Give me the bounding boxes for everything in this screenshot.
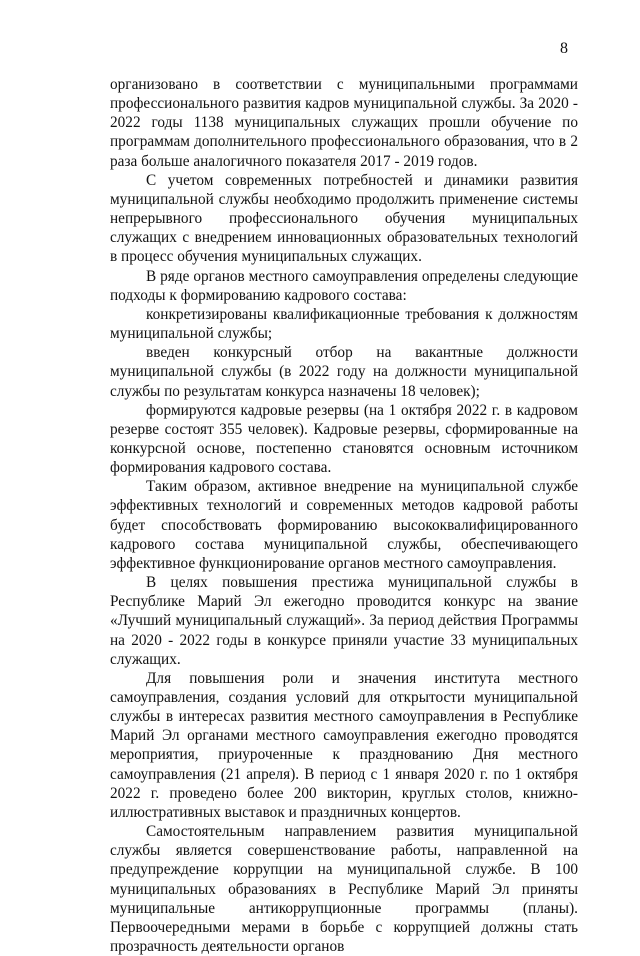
paragraph-best-employee-contest: В целях повышения престижа муниципальной службы в Республике Марий Эл ежегодно проводится конкурс на звание «Лучший муниципальный служащий». За период действия Программы на 2020 - 2022 годы в конкурсе приняли участие 33 муниципальных служащих. xyxy=(110,574,578,668)
paragraph-training-system: С учетом современных потребностей и динамики развития муниципальной службы необходимо продолжить применение системы непрерывного профессионального обучения муниципальных служащих с внедрением инновационных образовательных технологий в процесс обучения муниципальных служащих. xyxy=(110,171,578,266)
paragraph-anticorruption: Самостоятельным направлением развития муниципальной службы является совершенствование работы, направленной на предупреждение коррупции на муниципальной службе. В 100 муниципальных образованиях в Республике Марий Эл приняты муниципальные антикоррупционные программы (планы). Первоочередными мерами в борьбе с коррупцией должны стать прозрачность деятельности органов xyxy=(110,823,578,956)
page-number: 8 xyxy=(560,40,568,57)
paragraph-approaches-intro: В ряде органов местного самоуправления определены следующие подходы к формированию кадрового состава: xyxy=(110,267,578,304)
paragraph-personnel-reserves: формируются кадровые резервы (на 1 октября 2022 г. в кадровом резерве состоят 355 человек). Кадровые резервы, сформированные на конкурсной основе, постепенно становятся основным источником формирования кадрового состава. xyxy=(110,401,578,477)
paragraph-qualification-requirements: конкретизированы квалификационные требования к должностям муниципальной службы; xyxy=(110,305,578,343)
paragraph-conclusion: Таким образом, активное внедрение на муниципальной службе эффективных технологий и современных методов кадровой работы будет способствовать формированию высококвалифицированного кадрового состава муниципальной службы, обеспечивающего эффективное функционирование органов местного самоуправления. xyxy=(110,478,578,572)
paragraph-continuation: организовано в соответствии с муниципальными программами профессионального развития кадров муниципальной службы. За 2020 - 2022 годы 1138 муниципальных служащих прошли обучение по программам дополнительного профессионального образования, что в 2 раза больше аналогичного показателя 2017 - 2019 годов. xyxy=(110,76,578,170)
document-body xyxy=(110,75,578,956)
paragraph-local-government-day: Для повышения роли и значения института местного самоуправления, создания условий для открытости муниципальной службы в интересах развития местного самоуправления в Республике Марий Эл органами местного самоуправления ежегодно проводятся мероприятия, приуроченные к празднованию Дня местного самоуправления (21 апреля). В период с 1 января 2020 г. по 1 октября 2022 г. проведено более 200 викторин, круглых столов, книжно-иллюстративных выставок и праздничных концертов. xyxy=(110,669,578,821)
paragraph-competitive-selection: введен конкурсный отбор на вакантные должности муниципальной службы (в 2022 году на должности муниципальной службы по результатам конкурса назначены 18 человек); xyxy=(110,344,578,400)
